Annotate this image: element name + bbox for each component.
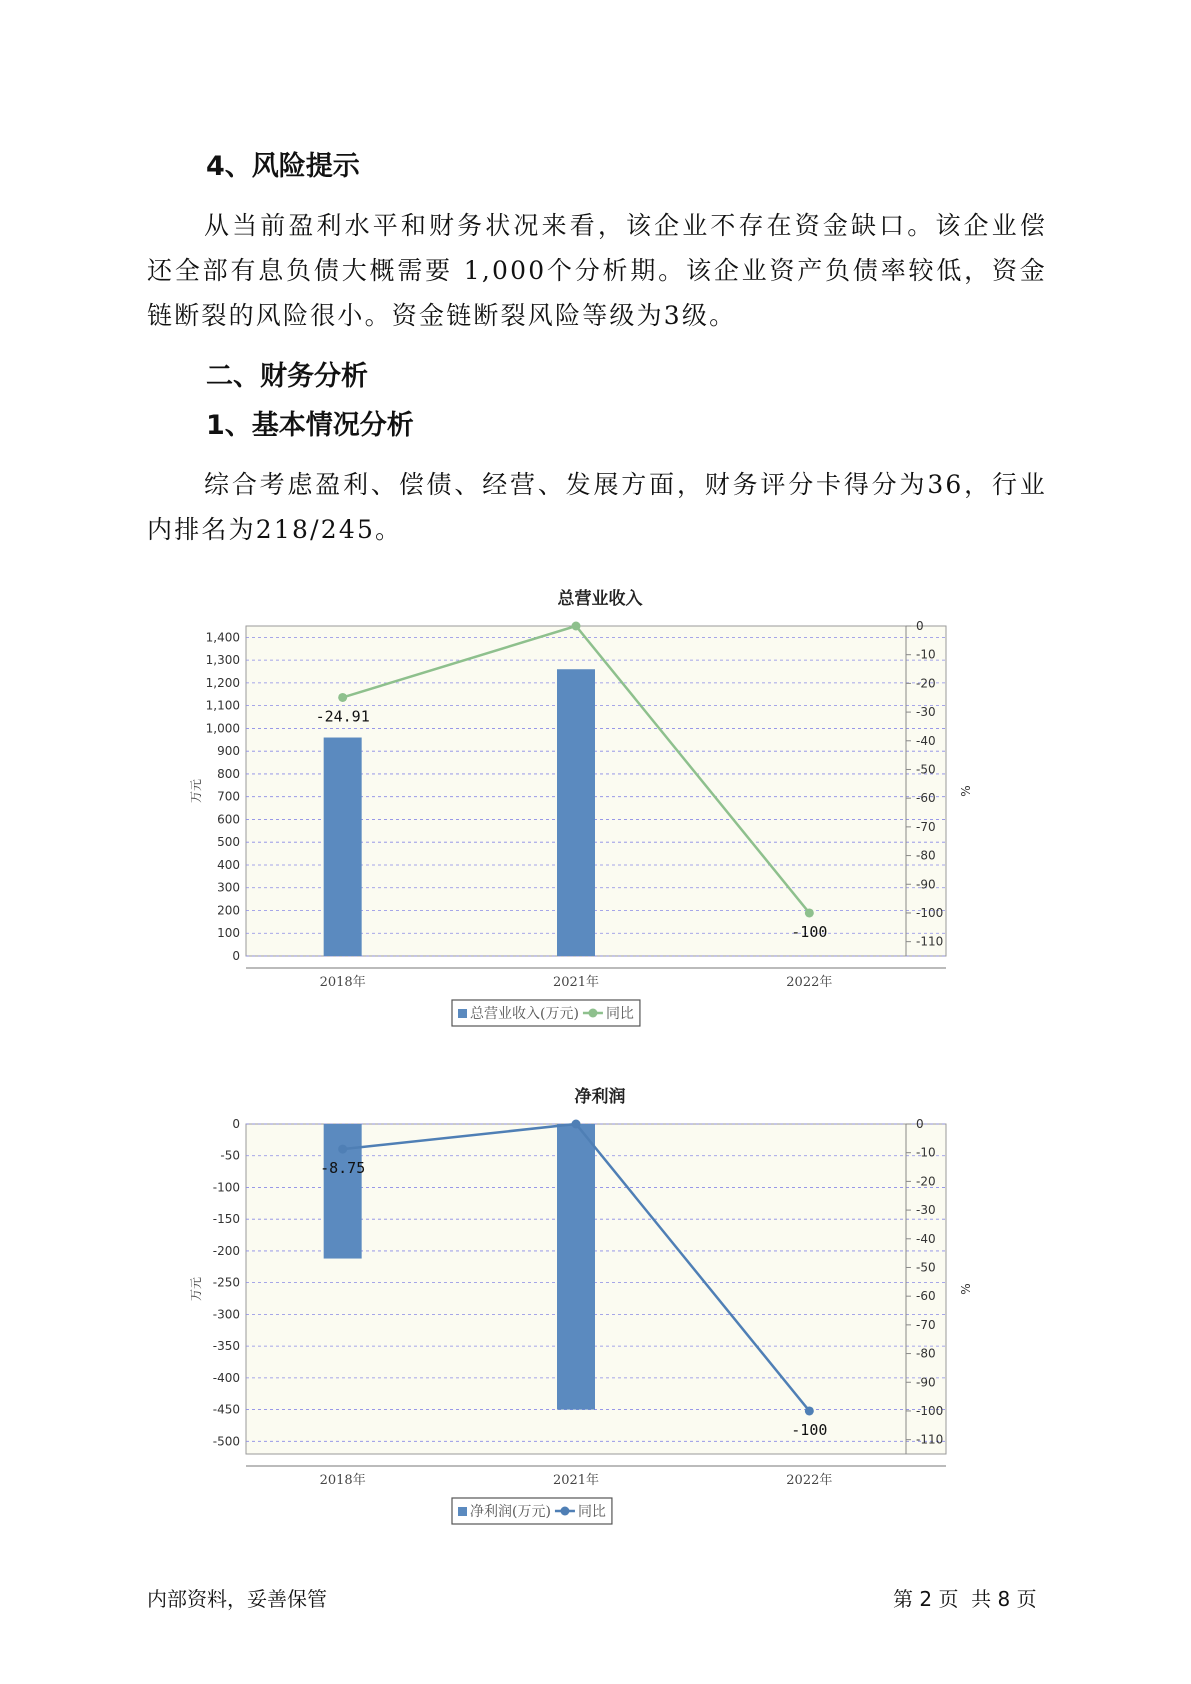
basic-heading: 1、基本情况分析	[206, 410, 414, 441]
y2-axis-label: %	[959, 1283, 973, 1295]
y2-tick-label: -70	[916, 819, 936, 834]
legend-line-label: 同比	[577, 1504, 606, 1520]
footer-page-number: 第 2 页 共 8 页	[893, 1587, 1037, 1611]
y2-tick-label: -10	[916, 1145, 936, 1160]
y-tick-label: -450	[212, 1402, 240, 1417]
y-tick-label: 1,300	[205, 653, 240, 668]
y-tick-label: 0	[232, 949, 240, 963]
legend-line-marker	[560, 1507, 569, 1516]
y-tick-label: -50	[220, 1148, 240, 1163]
y-tick-label: 100	[217, 926, 240, 941]
bar	[557, 1124, 595, 1410]
y2-tick-label: -100	[916, 905, 944, 920]
footer-confidential: 内部资料，妥善保管	[147, 1587, 327, 1611]
y-axis-label: 万元	[189, 778, 203, 804]
y-tick-label: 700	[217, 789, 240, 804]
y2-tick-label: -80	[916, 848, 936, 863]
y2-axis-label: %	[959, 785, 973, 797]
y-tick-label: 1,100	[205, 698, 240, 713]
line-point	[338, 1145, 347, 1154]
line-point	[572, 1120, 581, 1129]
x-tick-label: 2021年	[552, 1473, 600, 1488]
y-tick-label: 1,200	[205, 675, 240, 690]
y2-tick-label: -20	[916, 676, 936, 691]
y-tick-label: -350	[212, 1339, 240, 1354]
line-point	[338, 693, 347, 702]
bar	[324, 738, 362, 956]
y-tick-label: -150	[212, 1212, 240, 1227]
chart-title: 净利润	[574, 1087, 626, 1107]
y-tick-label: -300	[212, 1307, 240, 1322]
bar	[324, 1124, 362, 1259]
x-tick-label: 2021年	[552, 975, 600, 990]
y-tick-label: 0	[232, 1117, 240, 1131]
y2-tick-label: -110	[916, 934, 944, 949]
data-label: -100	[791, 922, 828, 941]
y2-tick-label: -110	[916, 1432, 944, 1447]
y2-tick-label: -70	[916, 1317, 936, 1332]
net-profit-chart	[170, 1078, 1030, 1538]
chart-title: 总营业收入	[557, 589, 643, 609]
y2-tick-label: -50	[916, 1260, 936, 1275]
y-tick-label: 900	[217, 744, 240, 759]
y2-tick-label: -90	[916, 877, 936, 892]
y-tick-label: -250	[212, 1275, 240, 1290]
y-tick-label: 800	[217, 766, 240, 781]
y2-tick-label: -60	[916, 1289, 936, 1304]
y-tick-label: -400	[212, 1370, 240, 1385]
y2-tick-label: -30	[916, 705, 936, 720]
y-tick-label: 1,400	[205, 630, 240, 645]
line-point	[805, 908, 814, 917]
data-label: -24.91	[315, 707, 370, 726]
legend-bar-swatch	[458, 1009, 467, 1018]
y-tick-label: 400	[217, 857, 240, 872]
x-tick-label: 2022年	[786, 1473, 833, 1488]
legend-bar-swatch	[458, 1507, 467, 1516]
y-tick-label: 200	[217, 903, 240, 918]
y2-tick-label: -80	[916, 1346, 936, 1361]
y-tick-label: -100	[212, 1180, 240, 1195]
y-tick-label: 300	[217, 880, 240, 895]
data-label: -100	[791, 1420, 828, 1439]
y2-tick-label: 0	[916, 619, 924, 633]
y-tick-label: 600	[217, 812, 240, 827]
y2-tick-label: -40	[916, 733, 936, 748]
net-profit-chart-svg	[170, 1078, 1030, 1538]
revenue-chart	[170, 580, 1030, 1040]
y2-tick-label: -90	[916, 1375, 936, 1390]
bar	[557, 669, 595, 956]
y-axis-label: 万元	[189, 1276, 203, 1302]
y2-tick-label: -100	[916, 1403, 944, 1418]
y2-tick-label: -50	[916, 762, 936, 777]
legend-line-marker	[588, 1009, 597, 1018]
y2-tick-label: -10	[916, 647, 936, 662]
y-tick-label: 500	[217, 835, 240, 850]
line-point	[572, 622, 581, 631]
risk-paragraph: 从当前盈利水平和财务状况来看，该企业不存在资金缺口。该企业偿还全部有息负债大概需要 1,000个分析期。该企业资产负债率较低，资金链断裂的风险很小。资金链断裂风险等级为3级。	[147, 211, 1047, 330]
y2-tick-label: -30	[916, 1203, 936, 1218]
x-tick-label: 2018年	[319, 1473, 366, 1488]
y2-tick-label: 0	[916, 1117, 924, 1131]
data-label: -8.75	[320, 1159, 366, 1178]
y-tick-label: 1,000	[205, 721, 240, 736]
y-tick-label: -500	[212, 1434, 240, 1449]
line-point	[805, 1406, 814, 1415]
revenue-chart-svg	[170, 580, 1030, 1040]
legend-line-label: 同比	[605, 1006, 634, 1022]
y2-tick-label: -20	[916, 1174, 936, 1189]
legend-bar-label: 净利润(万元)	[470, 1504, 551, 1520]
y2-tick-label: -60	[916, 791, 936, 806]
x-tick-label: 2022年	[786, 975, 833, 990]
x-tick-label: 2018年	[319, 975, 366, 990]
finance-heading: 二、财务分析	[206, 361, 368, 392]
y2-tick-label: -40	[916, 1231, 936, 1246]
risk-heading: 4、风险提示	[206, 151, 360, 182]
legend-bar-label: 总营业收入(万元)	[470, 1006, 579, 1022]
basic-paragraph: 综合考虑盈利、偿债、经营、发展方面，财务评分卡得分为36，行业内排名为218/245。	[147, 470, 1047, 544]
y-tick-label: -200	[212, 1243, 240, 1258]
